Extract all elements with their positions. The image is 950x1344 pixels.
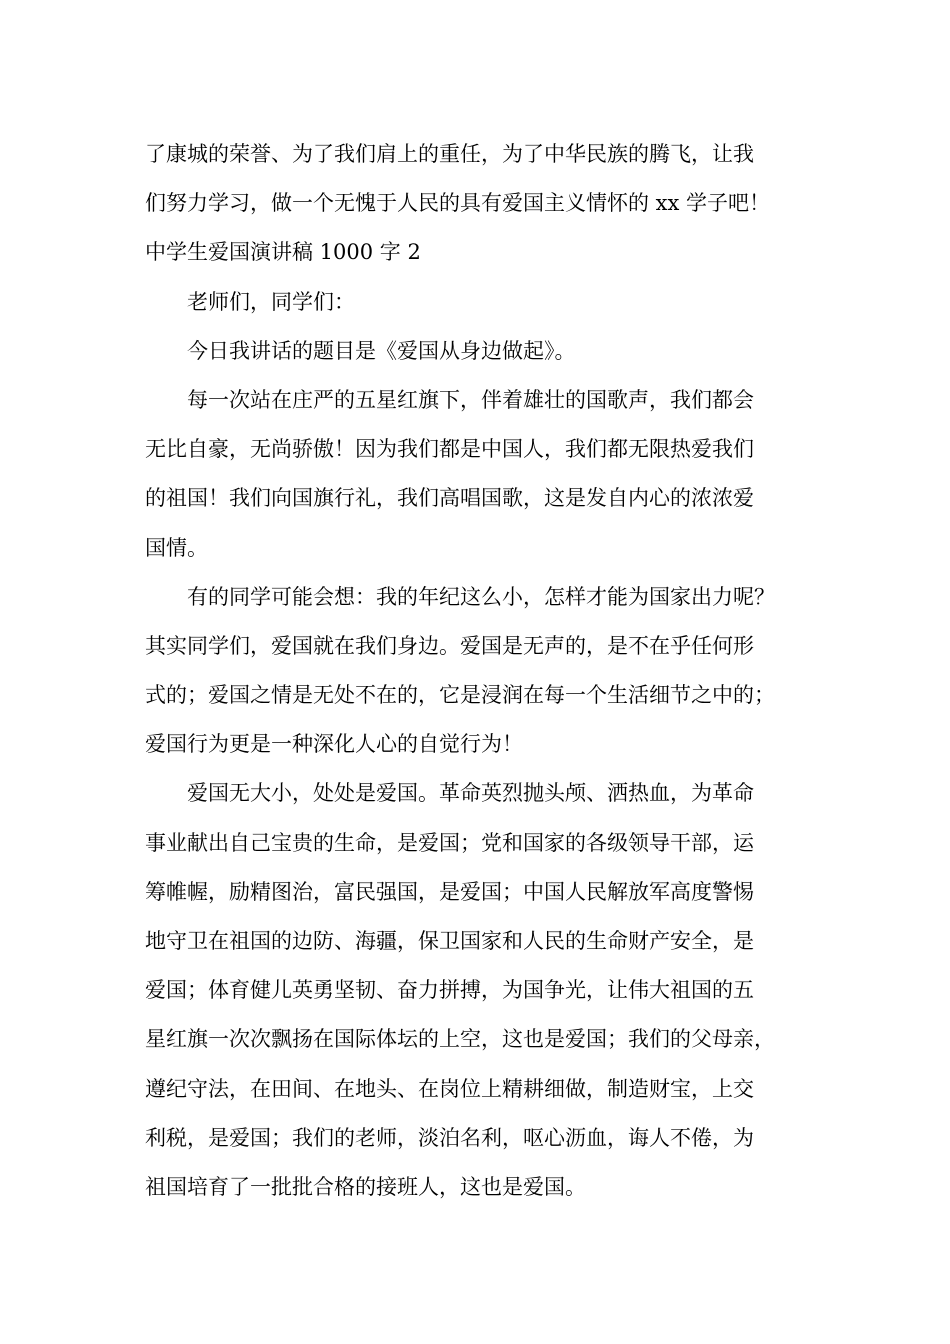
text-line: 事业献出自己宝贵的生命，是爱国；党和国家的各级领导干部，运 [145,830,754,855]
text-line: 其实同学们，爱国就在我们身边。爱国是无声的，是不在乎任何形 [145,633,754,658]
document-body [145,130,825,1212]
text-line: 有的同学可能会想：我的年纪这么小，怎样才能为国家出力呢？ [187,584,775,609]
text-line: 的祖国！我们向国旗行礼，我们高唱国歌，这是发自内心的浓浓爱 [145,486,754,511]
section-heading: 中学生爱国演讲稿 1000 字 2 [145,240,421,265]
text-line: 地守卫在祖国的边防、海疆，保卫国家和人民的生命财产安全，是 [145,929,754,953]
text-line: 爱国无大小，处处是爱国。革命英烈抛头颅、洒热血，为革命 [187,781,754,806]
text-line: 筹帷幄，励精图治，富民强国，是爱国；中国人民解放军高度警惕 [145,879,754,904]
text-line: 遵纪守法，在田间、在地头、在岗位上精耕细做，制造财宝，上交 [145,1076,754,1101]
text-line: 们努力学习，做一个无愧于人民的具有爱国主义情怀的 xx 学子吧！ [145,191,771,216]
text-line: 今日我讲话的题目是《爱国从身边做起》。 [187,338,576,363]
text-line: 国情。 [145,535,208,560]
salutation-line: 老师们，同学们： [187,289,355,314]
text-line: 利税，是爱国；我们的老师，淡泊名利，呕心沥血，诲人不倦，为 [145,1125,754,1150]
text-line: 星红旗一次次飘扬在国际体坛的上空，这也是爱国；我们的父母亲， [145,1027,775,1052]
text-line: 无比自豪，无尚骄傲！因为我们都是中国人，我们都无限热爱我们 [145,437,754,462]
text-line: 爱国行为更是一种深化人心的自觉行为！ [145,732,523,757]
text-line: 了康城的荣誉、为了我们肩上的重任，为了中华民族的腾飞，让我 [145,142,754,166]
text-line: 爱国；体育健儿英勇坚韧、奋力拼搏，为国争光，让伟大祖国的五 [145,978,754,1003]
text-line: 每一次站在庄严的五星红旗下，伴着雄壮的国歌声，我们都会 [187,387,754,412]
text-line: 式的；爱国之情是无处不在的，它是浸润在每一个生活细节之中的； [145,683,775,708]
text-line: 祖国培育了一批批合格的接班人，这也是爱国。 [145,1174,586,1199]
